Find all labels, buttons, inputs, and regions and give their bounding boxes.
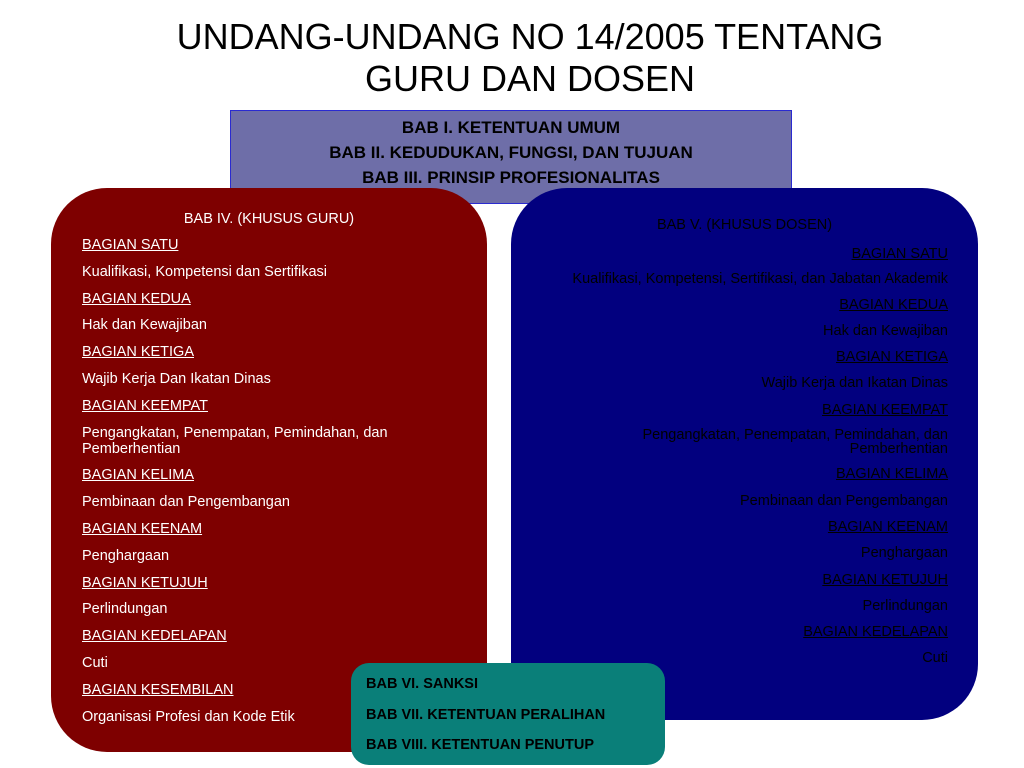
guru-panel-heading: BAB IV. (KHUSUS GURU) bbox=[183, 211, 355, 227]
section-heading: BAGIAN KEENAM bbox=[827, 518, 948, 535]
page-title bbox=[100, 16, 960, 100]
section-topic: Hak dan Kewajiban bbox=[82, 317, 207, 334]
dosen-panel-heading: BAB V. (KHUSUS DOSEN) bbox=[656, 217, 833, 233]
section-heading: BAGIAN KEDELAPAN bbox=[82, 628, 227, 645]
section-topic: Perlindungan bbox=[862, 597, 948, 614]
section-topic: Wajib Kerja Dan Ikatan Dinas bbox=[82, 370, 271, 387]
section-heading: BAGIAN SATU bbox=[851, 246, 948, 262]
section-topic: Wajib Kerja dan Ikatan Dinas bbox=[761, 375, 948, 392]
section-topic: Kualifikasi, Kompetensi dan Sertifikasi bbox=[82, 263, 328, 280]
title-line-2: GURU DAN DOSEN bbox=[364, 58, 696, 99]
section-heading: BAGIAN KEDUA bbox=[839, 296, 948, 313]
section-heading: BAGIAN KETIGA bbox=[836, 349, 948, 366]
section-heading: BAGIAN KEENAM bbox=[82, 520, 203, 537]
section-heading: BAGIAN KEDUA bbox=[82, 290, 191, 307]
section-heading: BAGIAN KEDELAPAN bbox=[803, 624, 948, 641]
section-topic: Pengangkatan, Penempatan, Pemindahan, dan Pemberhentian bbox=[642, 427, 948, 458]
section-heading: BAGIAN KELIMA bbox=[82, 467, 195, 484]
section-heading: BAGIAN KETUJUH bbox=[822, 571, 948, 588]
section-topic: Pembinaan dan Pengembangan bbox=[82, 494, 290, 511]
section-topic: Cuti bbox=[922, 650, 948, 667]
chapter-line: BAB VIII. KETENTUAN PENUTUP bbox=[366, 737, 594, 753]
section-heading: BAGIAN SATU bbox=[82, 237, 179, 253]
closing-chapters-box bbox=[351, 663, 665, 765]
section-heading: BAGIAN KETUJUH bbox=[82, 574, 208, 591]
section-heading: BAGIAN KESEMBILAN bbox=[82, 681, 234, 698]
section-heading: BAGIAN KETIGA bbox=[82, 344, 194, 361]
section-topic: Penghargaan bbox=[82, 547, 170, 564]
section-topic: Pengangkatan, Penempatan, Pemindahan, dan Pemberhentian bbox=[82, 424, 388, 457]
section-heading: BAGIAN KEEMPAT bbox=[82, 397, 208, 414]
guru-section-list bbox=[51, 237, 487, 725]
chapter-line: BAB III. PRINSIP PROFESIONALITAS bbox=[362, 168, 660, 187]
section-topic: Cuti bbox=[82, 654, 108, 671]
chapter-line: BAB I. KETENTUAN UMUM bbox=[401, 118, 621, 137]
section-heading: BAGIAN KEEMPAT bbox=[822, 401, 948, 418]
chapter-line: BAB VI. SANKSI bbox=[366, 676, 478, 692]
dosen-section-list bbox=[511, 246, 978, 666]
section-topic: Perlindungan bbox=[82, 601, 168, 618]
chapter-line: BAB II. KEDUDUKAN, FUNGSI, DAN TUJUAN bbox=[329, 143, 693, 162]
section-topic: Hak dan Kewajiban bbox=[823, 322, 948, 339]
title-line-1: UNDANG-UNDANG NO 14/2005 TENTANG bbox=[176, 16, 884, 57]
section-heading: BAGIAN KELIMA bbox=[835, 466, 948, 483]
section-topic: Kualifikasi, Kompetensi, Sertifikasi, dan Jabatan Akademik bbox=[572, 271, 948, 288]
dosen-panel bbox=[511, 188, 978, 720]
section-topic: Pembinaan dan Pengembangan bbox=[740, 492, 948, 509]
section-topic: Penghargaan bbox=[860, 545, 948, 562]
chapter-line: BAB VII. KETENTUAN PERALIHAN bbox=[366, 707, 606, 723]
section-topic: Organisasi Profesi dan Kode Etik bbox=[82, 708, 295, 725]
